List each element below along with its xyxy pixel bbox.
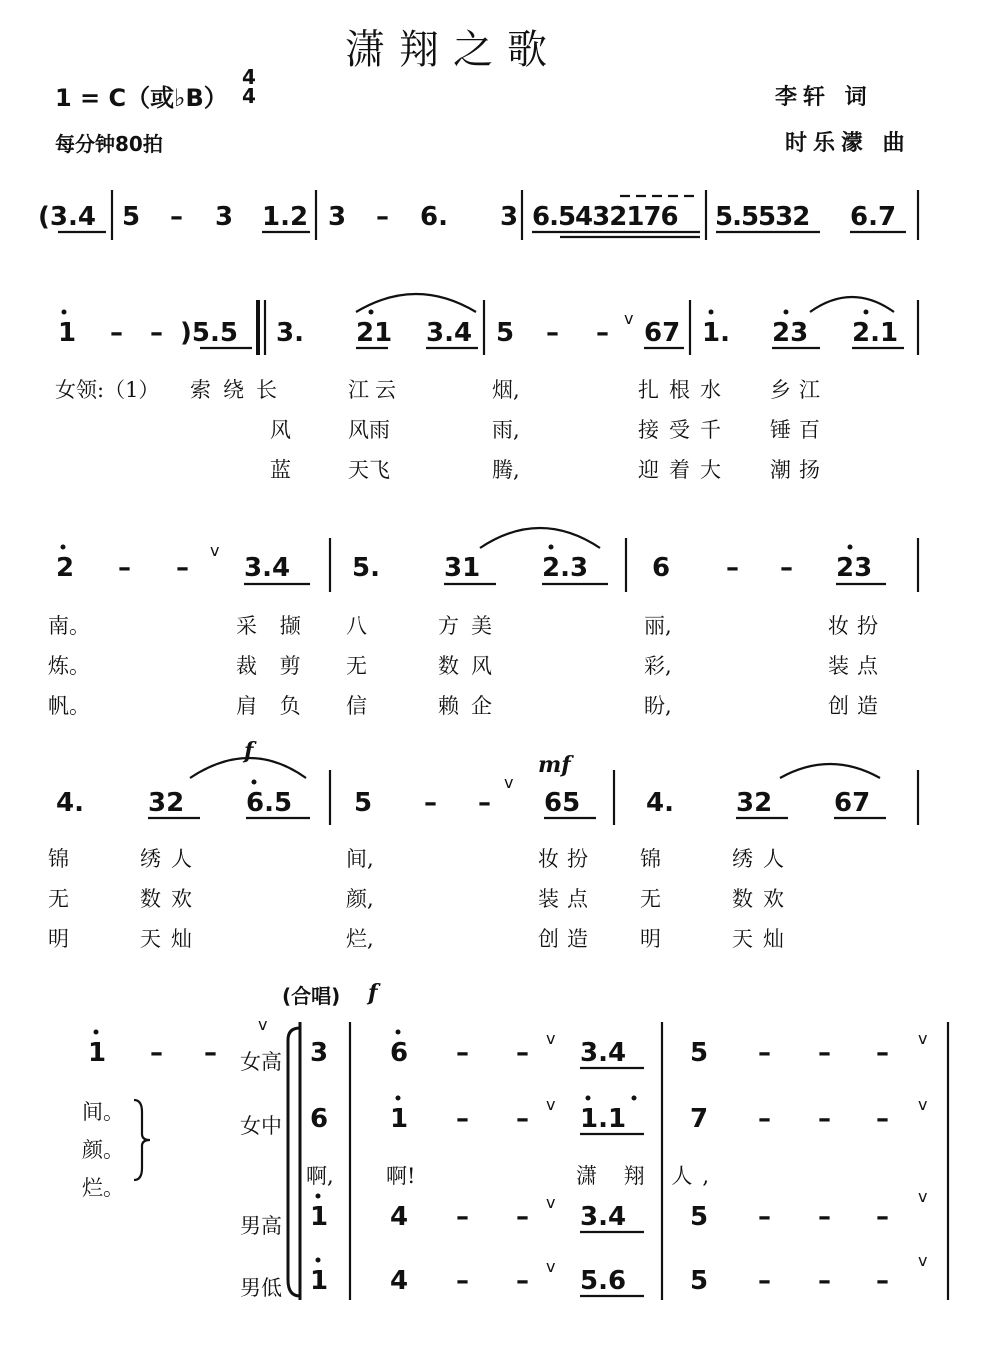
note: 31 xyxy=(444,553,481,583)
lyric: 绣人 xyxy=(140,847,202,871)
lyric: 烂, xyxy=(346,927,374,951)
lyric: 江云 xyxy=(348,378,402,402)
lyric: 数风 xyxy=(438,654,504,678)
note: 6 xyxy=(390,1038,409,1068)
note: 6.5432176 xyxy=(532,202,678,232)
note: 1 xyxy=(310,1202,329,1232)
note: 3 xyxy=(500,202,519,232)
note: – xyxy=(546,318,559,348)
lyric: 乡江 xyxy=(770,378,828,402)
note: – xyxy=(780,553,793,583)
lyric: 无 xyxy=(640,887,661,911)
note: – xyxy=(876,1202,889,1232)
note: – xyxy=(758,1202,771,1232)
lyric: 风雨 xyxy=(348,418,390,442)
note: 3 xyxy=(328,202,347,232)
note: 3.4 xyxy=(580,1202,627,1232)
lyric: 天灿 xyxy=(140,927,202,951)
svg-text:v: v xyxy=(546,1193,556,1212)
lyric: 装点 xyxy=(538,887,596,911)
tempo-marking: 每分钟80拍 xyxy=(55,132,163,156)
part-name-alto: 女中 xyxy=(240,1114,282,1138)
note: – xyxy=(818,1266,831,1296)
note: – xyxy=(516,1038,529,1068)
note: 1. xyxy=(702,318,730,348)
lyric: 数欢 xyxy=(732,887,794,911)
note: 1.2 xyxy=(262,202,309,232)
note: 32 xyxy=(736,788,773,818)
time-signature: 4 4 xyxy=(242,65,256,108)
note: 4 xyxy=(390,1202,409,1232)
lyric: 啊! xyxy=(386,1164,416,1188)
note: – xyxy=(456,1104,469,1134)
note: – xyxy=(456,1038,469,1068)
svg-text:v: v xyxy=(546,1029,556,1048)
lyric: 接受千 xyxy=(638,418,731,442)
svg-text:v: v xyxy=(504,773,514,792)
lyric: 炼。 xyxy=(48,654,90,678)
note: – xyxy=(118,553,131,583)
lyric: 八 xyxy=(346,614,367,638)
lyric: 烂。 xyxy=(82,1176,124,1200)
note: 5 xyxy=(690,1038,709,1068)
composer-credit: 时乐濛 曲 xyxy=(785,131,911,156)
dynamic-mark: f xyxy=(368,980,378,1006)
note: 3 xyxy=(310,1038,329,1068)
svg-text:v: v xyxy=(918,1029,928,1048)
part-name-bass: 男低 xyxy=(240,1276,282,1300)
lyric: 蓝 xyxy=(270,458,291,482)
svg-text:v: v xyxy=(918,1251,928,1270)
svg-text:v: v xyxy=(546,1257,556,1276)
part-name-tenor: 男高 xyxy=(240,1214,282,1238)
lyric: 妆扮 xyxy=(828,614,886,638)
note: 3 xyxy=(215,202,234,232)
note: – xyxy=(150,318,163,348)
svg-text:v: v xyxy=(918,1095,928,1114)
svg-text:v: v xyxy=(624,309,634,328)
note: 6 xyxy=(652,553,671,583)
lyric: 裁 剪 xyxy=(236,654,309,678)
lyric: 颜。 xyxy=(82,1138,124,1162)
note: 6 xyxy=(310,1104,329,1134)
lyric: 方美 xyxy=(438,614,504,638)
lyric: 绣人 xyxy=(732,847,794,871)
lyric: 烟, xyxy=(492,378,520,402)
note: 3. xyxy=(276,318,304,348)
note: – xyxy=(456,1202,469,1232)
note: – xyxy=(110,318,123,348)
note: (3.4 xyxy=(38,202,96,232)
note: – xyxy=(516,1104,529,1134)
lyric: 啊, xyxy=(306,1164,334,1188)
note: 1.1 xyxy=(580,1104,627,1134)
song-title: 潇翔之歌 xyxy=(345,27,561,73)
svg-text:v: v xyxy=(918,1187,928,1206)
note: – xyxy=(876,1104,889,1134)
note: 23 xyxy=(772,318,809,348)
chorus-label: (合唱) xyxy=(282,984,341,1008)
note: – xyxy=(758,1104,771,1134)
lyric: 南。 xyxy=(48,614,90,638)
svg-text:v: v xyxy=(546,1095,556,1114)
note: – xyxy=(456,1266,469,1296)
note: 5 xyxy=(690,1202,709,1232)
lyric: 肩 负 xyxy=(236,694,309,718)
note: 7 xyxy=(690,1104,709,1134)
note: 1 xyxy=(58,318,77,348)
note: – xyxy=(516,1266,529,1296)
note: – xyxy=(818,1104,831,1134)
part-name-soprano: 女高 xyxy=(240,1050,282,1074)
note: – xyxy=(818,1038,831,1068)
lyric: 明 xyxy=(640,927,661,951)
note: 21 xyxy=(356,318,393,348)
note: 67 xyxy=(644,318,681,348)
note: 5 xyxy=(354,788,373,818)
note: 3.4 xyxy=(580,1038,627,1068)
note: – xyxy=(596,318,609,348)
lyric: 间。 xyxy=(82,1100,124,1124)
note: – xyxy=(176,553,189,583)
note: – xyxy=(876,1266,889,1296)
lyric: 天灿 xyxy=(732,927,794,951)
lyric: 丽, xyxy=(644,614,672,638)
note: – xyxy=(376,202,389,232)
lyric: 妆扮 xyxy=(538,847,596,871)
note: – xyxy=(516,1202,529,1232)
lyric: 信 xyxy=(346,694,367,718)
lyric: 女领:（1） xyxy=(55,378,160,402)
lyric: 腾, xyxy=(492,458,520,482)
lyric: 风 xyxy=(270,418,291,442)
lyric: 雨, xyxy=(492,418,520,442)
lyric: 装点 xyxy=(828,654,886,678)
lyric: 明 xyxy=(48,927,69,951)
svg-text:v: v xyxy=(210,541,220,560)
lyric: 无 xyxy=(48,887,69,911)
lyric: 天飞 xyxy=(348,458,390,482)
note: 65 xyxy=(544,788,581,818)
lyric: 创造 xyxy=(538,927,596,951)
lyric: 创造 xyxy=(828,694,886,718)
note: 1 xyxy=(88,1038,107,1068)
lyric: 赖企 xyxy=(438,694,504,718)
note: 6.7 xyxy=(850,202,897,232)
note: 3.4 xyxy=(426,318,473,348)
note: )5.5 xyxy=(180,318,238,348)
lyric: 锦 xyxy=(48,847,69,871)
note: 5 xyxy=(690,1266,709,1296)
lyric: 采 撷 xyxy=(236,614,309,638)
note: 67 xyxy=(834,788,871,818)
lyric: 锤百 xyxy=(770,418,828,442)
note: – xyxy=(478,788,491,818)
note: 2.1 xyxy=(852,318,899,348)
note: 23 xyxy=(836,553,873,583)
lyric: 锦 xyxy=(640,847,661,871)
lyric: 索绕长 xyxy=(190,378,289,402)
lyric: 盼, xyxy=(644,694,672,718)
note: 4. xyxy=(646,788,674,818)
key-signature: 1 = C（或♭B） xyxy=(55,84,228,112)
note: – xyxy=(424,788,437,818)
note: 1 xyxy=(310,1266,329,1296)
note: 4 xyxy=(390,1266,409,1296)
lyric: 彩, xyxy=(644,654,672,678)
dynamic-mark: f xyxy=(244,738,254,764)
lyric: 潇 翔 人, xyxy=(576,1164,720,1188)
note: – xyxy=(204,1038,217,1068)
note: – xyxy=(758,1266,771,1296)
note: 5.6 xyxy=(580,1266,627,1296)
note: – xyxy=(818,1202,831,1232)
lyric: 颜, xyxy=(346,887,374,911)
dynamic-mark: mf xyxy=(538,752,571,778)
note: 5. xyxy=(352,553,380,583)
note: 5 xyxy=(496,318,515,348)
lyric: 数欢 xyxy=(140,887,202,911)
note: – xyxy=(170,202,183,232)
note: – xyxy=(876,1038,889,1068)
note: – xyxy=(150,1038,163,1068)
lyric: 潮扬 xyxy=(770,458,828,482)
note: 4. xyxy=(56,788,84,818)
lyric: 迎着大 xyxy=(638,458,731,482)
note: – xyxy=(726,553,739,583)
note: 6.5 xyxy=(246,788,293,818)
lyric: 间, xyxy=(346,847,374,871)
note: 6. xyxy=(420,202,448,232)
note: 2.3 xyxy=(542,553,589,583)
lyric: 扎根水 xyxy=(638,378,731,402)
note: 2 xyxy=(56,553,75,583)
lyric: 无 xyxy=(346,654,367,678)
lyric: 帆。 xyxy=(48,694,90,718)
note: 5.5532 xyxy=(715,202,810,232)
note: 1 xyxy=(390,1104,409,1134)
note: – xyxy=(758,1038,771,1068)
lyricist-credit: 李轩 词 xyxy=(775,85,873,110)
note: 3.4 xyxy=(244,553,291,583)
note: 32 xyxy=(148,788,185,818)
note: 5 xyxy=(122,202,141,232)
svg-text:v: v xyxy=(258,1015,268,1034)
